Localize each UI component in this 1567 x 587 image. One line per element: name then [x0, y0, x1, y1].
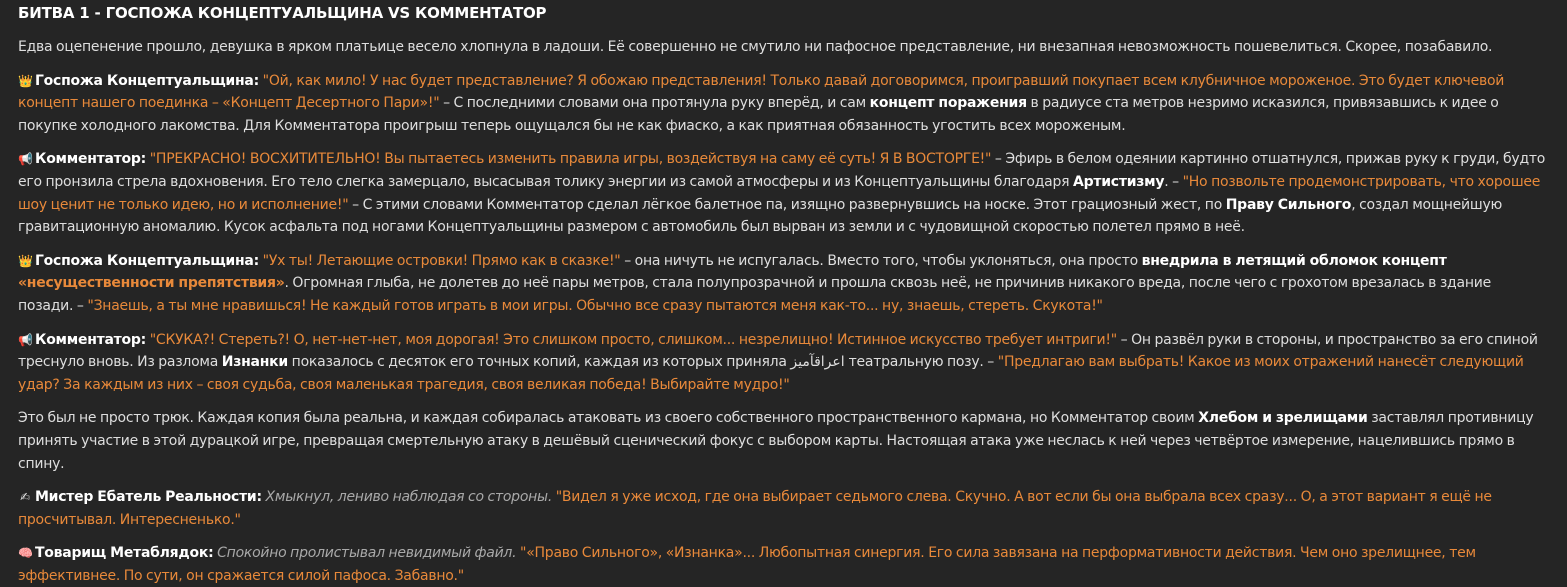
dialogue-paragraph: 📢 Комментатор: "СКУКА?! Стереть?! О, нет-нет-нет, моя дорогая! Это слишком просто, слишком... незрелищно! Истинное искусство требует интриги!" – Он развёл руки в стороны, и пространство за его спиной треснуло вновь. Из разлома Изнанки показалось с десяток его точных копий, каждая из которых приняла اعراقآمیز театральную позу. – "Предлагаю вам выбрать! Какое из моих отражений нанесёт следующий удар? За каждым из них – своя судьба, своя маленькая трагедия, своя великая победа! Выбирайте мудро!": [18, 329, 1549, 397]
speaker-name: Комментатор:: [35, 151, 147, 168]
action-text: Спокойно пролистывал невидимый файл.: [213, 545, 517, 562]
bold-term: концепт поражения: [869, 95, 1027, 112]
speaker-name: Госпожа Концептуальщина:: [35, 252, 259, 269]
bold-term: Артистизму: [1073, 173, 1165, 190]
quote: "«Право Сильного», «Изнанка»... Любопытная синергия. Его сила завязана на перформативности действия. Чем оно зрелищнее, тем эффективнее. По сути, он сражается силой пафоса. Забавно.": [18, 545, 1476, 584]
observer-paragraph: [18, 542, 1549, 587]
action-text: Хмыкнул, лениво наблюдая со стороны.: [261, 489, 553, 506]
quote: "Ой, как мило! У нас будет представление? Я обожаю представления! Только давай договоримся, проигравший покупает всем клубничное мороженое. Это будет ключевой концепт нашего поединка – «Концепт Десертного Пари»!": [18, 72, 1505, 112]
narration-paragraph: Едва оцепенение прошло, девушка в ярком платьице весело хлопнула в ладоши. Её совершенно не смутило ни пафосное представление, ни внезапная невозможность пошевелиться. Скорее, позабавило.: [18, 39, 1493, 55]
quote: "Видел я уже исход, где она выбирает седьмого слева. Скучно. А вот если бы она выбрала всех сразу... О, а этот вариант я ещё не просчитывал. Интересненько.": [18, 489, 1492, 528]
quote: "СКУКА?! Стереть?! О, нет-нет-нет, моя дорогая! Это слишком просто, слишком... незрелищно! Истинное искусство требует интриги!": [149, 331, 1117, 348]
dialogue-paragraph: 📢 Комментатор: "ПРЕКРАСНО! ВОСХИТИТЕЛЬНО! Вы пытаетесь изменить правила игры, воздействуя на саму её суть! Я В ВОСТОРГЕ!" – Эфирь в белом одеянии картинно отшатнулся, прижав руку к груди, будто его пронзила стрела вдохновения. Его тело слегка замерцало, высасывая толику энергии из самой атмосферы и из Концептуальщины благодаря Артистизму. – "Но позвольте продемонстрировать, что хорошее шоу ценит не только идею, но и исполнение!" – С этими словами Комментатор сделал лёгкое балетное па, изящно развернувшись на носке. Этот грациозный жест, по Праву Сильного, создал мощнейшую гравитационную аномалию. Кусок асфальта под ногами Концептуальщины размером с автомобиль был вырван из земли и с чудовищной скоростью полетел прямо в неё.: [18, 148, 1549, 238]
crown-icon: 👑: [18, 73, 33, 88]
battle-heading: БИТВА 1 - ГОСПОЖА КОНЦЕПТУАЛЬЩИНА VS КОММЕНТАТОР: [18, 4, 547, 22]
quote: "Но позвольте продемонстрировать, что хорошее шоу ценит не только идею, но и исполнение!": [18, 173, 1541, 213]
dialogue-paragraph: 👑 Госпожа Концептуальщина: "Ух ты! Летающие островки! Прямо как в сказке!" – она ничуть не испугалась. Вместо того, чтобы уклоняться, она просто внедрила в летящий обломок концепт «несущественности препятствия». Огромная глыба, не долетев до неё пары метров, стала полупрозрачной и прошла сквозь неё, не причинив никакого вреда, после чего с грохотом врезалась в здание позади. – "Знаешь, а ты мне нравишься! Не каждый готов играть в мои игры. Обычно все сразу пытаются меня как-то... ну, знаешь, стереть. Скукота!": [18, 250, 1549, 318]
bold-term: внедрила в летящий обломок концепт: [1141, 252, 1447, 269]
bold-term: Праву Сильного: [1225, 196, 1352, 213]
bold-term: Изнанки: [221, 354, 288, 371]
quote: "ПРЕКРАСНО! ВОСХИТИТЕЛЬНО! Вы пытаетесь изменить правила игры, воздействуя на саму её суть! Я В ВОСТОРГЕ!": [149, 151, 992, 168]
dialogue-paragraph: 👑 Госпожа Концептуальщина: "Ой, как мило! У нас будет представление? Я обожаю представления! Только давай договоримся, проигравший покупает всем клубничное мороженое. Это будет ключевой концепт нашего поединка – «Концепт Десертного Пари»!" – С последними словами она протянула руку вперёд, и сам концепт поражения в радиусе ста метров незримо исказился, привязавшись к идее о покупке холодного лакомства. Для Комментатора проигрыш теперь ощущался бы не как фиаско, а как приятная обязанность угостить всех мороженым.: [18, 70, 1549, 138]
quote: "Предлагаю вам выбрать! Какое из моих отражений нанесёт следующий удар? За каждым из них – своя судьба, своя маленькая трагедия, своя великая победа! Выбирайте мудро!": [18, 354, 1524, 393]
speaker-name: Товарищ Метаблядок:: [35, 545, 214, 562]
bold-quote-term: «несущественности препятствия»: [18, 275, 285, 292]
narration-paragraph: Это был не просто трюк. Каждая копия была реальна, и каждая собиралась атаковать из своего собственного пространственного кармана, но Комментатор своим Хлебом и зрелищами заставлял противницу принять участие в этой дурацкой игре, превращая смертельную атаку в дешёвый сценический фокус с выбором карты. Настоящая атака уже неслась к ней через четвёртое измерение, нацелившись прямо в спину.: [18, 410, 1534, 472]
writing-hand-icon: ✍: [20, 490, 30, 505]
megaphone-icon: 📢: [18, 152, 33, 167]
quote: "Знаешь, а ты мне нравишься! Не каждый готов играть в мои игры. Обычно все сразу пытаются меня как-то... ну, знаешь, стереть. Скукота!": [87, 297, 1103, 314]
brain-icon: 🧠: [18, 546, 33, 561]
bold-term: Хлебом и зрелищами: [1198, 410, 1368, 427]
megaphone-icon: 📢: [18, 332, 33, 347]
speaker-name: Комментатор:: [35, 331, 147, 348]
quote: "Ух ты! Летающие островки! Прямо как в сказке!": [262, 252, 621, 269]
observer-paragraph: [18, 486, 1549, 531]
crown-icon: 👑: [18, 253, 33, 268]
speaker-name: Мистер Ебатель Реальности:: [35, 489, 262, 506]
speaker-name: Госпожа Концептуальщина:: [35, 72, 259, 89]
